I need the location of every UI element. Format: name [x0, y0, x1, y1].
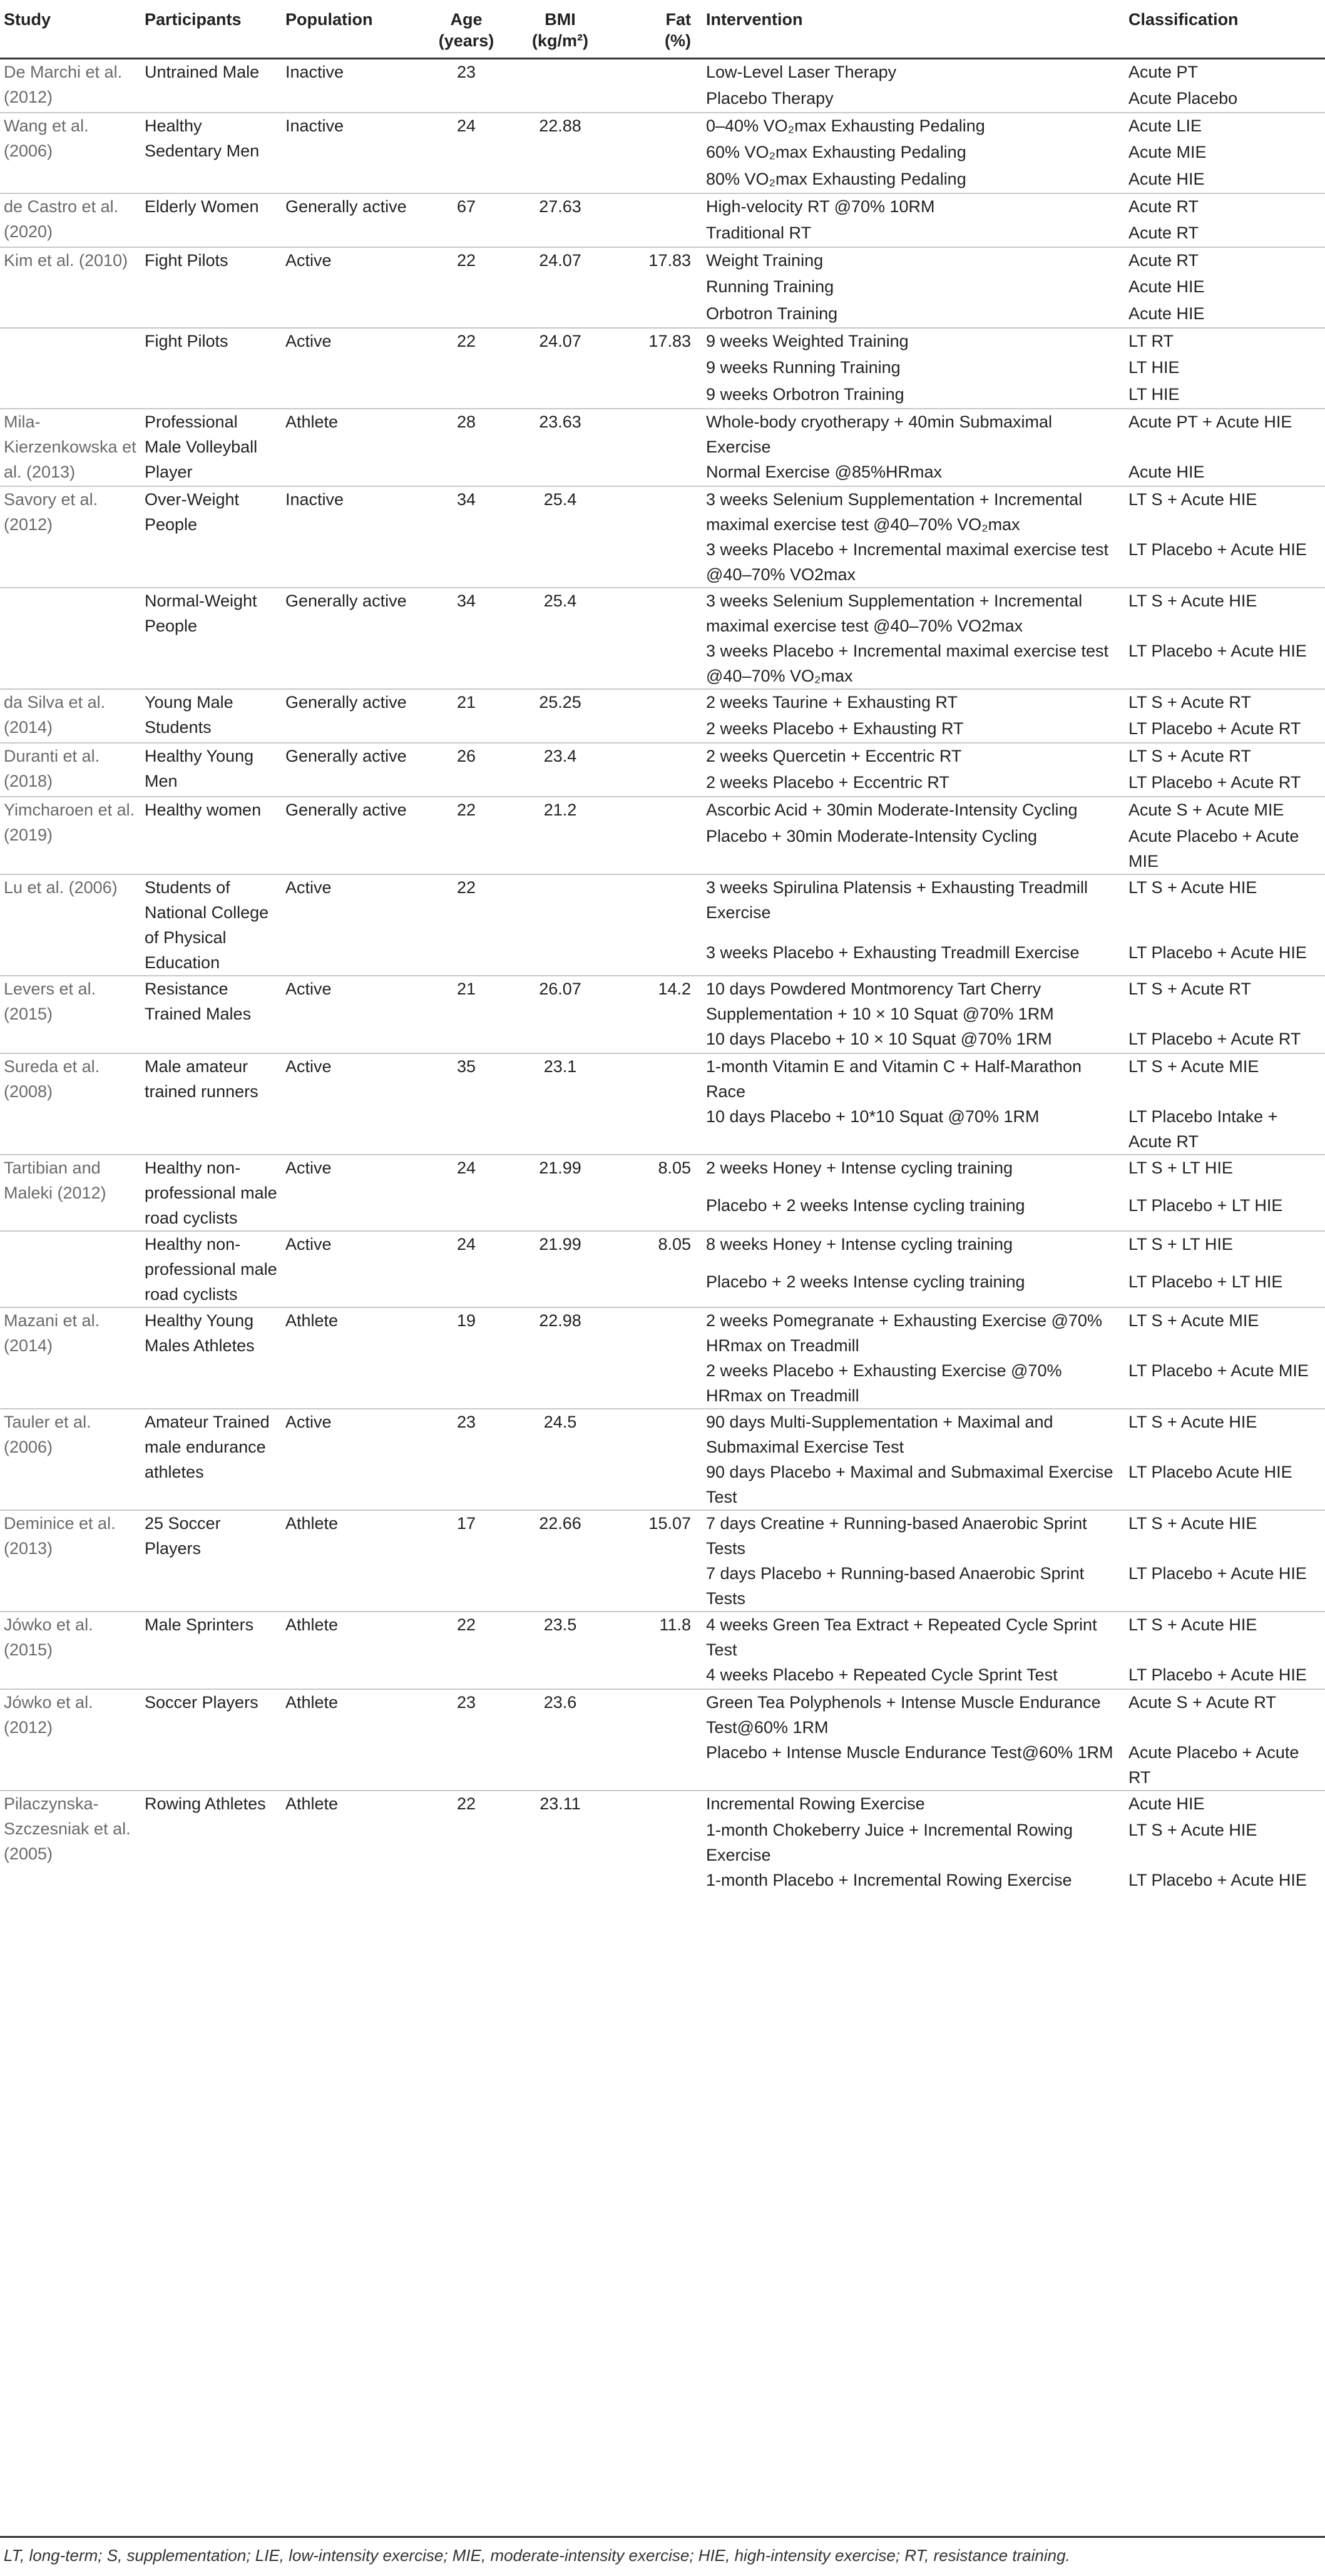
- cell-fat: [613, 59, 702, 113]
- cell-population: Athlete: [285, 1311, 339, 1330]
- cell-intervention: Green Tea Polyphenols + Intense Muscle Endurance Test@60% 1RM: [706, 1692, 1101, 1737]
- col-header-intervention: Intervention: [706, 10, 803, 29]
- cell-classification: LT Placebo Acute HIE: [1128, 1462, 1292, 1481]
- cell-classification: Acute RT: [1128, 250, 1199, 270]
- cell-participants: Healthy Sedentary Men: [145, 116, 260, 160]
- table-footnote: LT, long-term; S, supplementation; LIE, low-intensity exercise; MIE, moderate-intensity exercise; HIE, high-intensity exercise; RT, resistance training.: [4, 2546, 1070, 2565]
- cell-population: Generally active: [285, 692, 407, 712]
- cell-study: Levers et al. (2015): [4, 979, 96, 1023]
- cell-age: 21: [456, 692, 476, 712]
- cell-intervention: 9 weeks Weighted Training: [706, 331, 909, 350]
- cell-bmi: 22.88: [539, 116, 581, 135]
- cell-intervention: 0–40% VO₂max Exhausting Pedaling: [706, 116, 985, 135]
- cell-study: Yimcharoen et al. (2019): [4, 800, 135, 844]
- cell-fat: [613, 689, 702, 743]
- table-body: [0, 59, 1325, 1894]
- cell-study: Wang et al. (2006): [4, 116, 89, 160]
- cell-classification: LT Placebo + Acute HIE: [1128, 943, 1307, 963]
- cell-age: 22: [456, 331, 476, 350]
- cell-classification: LT S + LT HIE: [1128, 1158, 1233, 1177]
- cell-fat: [613, 409, 702, 486]
- cell-classification: LT Placebo + Acute HIE: [1128, 641, 1307, 660]
- cell-participants: Untrained Male: [145, 63, 260, 81]
- cell-study: Mila-Kierzenkowska et al. (2013): [4, 412, 136, 481]
- table-row: [0, 1409, 1325, 1459]
- cell-classification: Acute PT + Acute HIE: [1128, 412, 1292, 431]
- cell-classification: LT Placebo + Acute HIE: [1128, 1563, 1307, 1583]
- cell-bmi: [507, 874, 613, 976]
- cell-fat: [613, 193, 702, 247]
- table-row: [0, 247, 1325, 274]
- table-row: [0, 689, 1325, 716]
- table-row: [0, 1689, 1325, 1740]
- cell-bmi: 24.5: [543, 1412, 577, 1431]
- cell-fat: 8.05: [658, 1234, 691, 1254]
- col-header-age: Age (years): [438, 10, 494, 50]
- table-row: [0, 1612, 1325, 1662]
- cell-classification: Acute HIE: [1128, 277, 1205, 296]
- table-bottom-rule: [0, 2536, 1325, 2538]
- cell-intervention: 3 weeks Placebo + Incremental maximal exercise test @40–70% VO₂max: [706, 641, 1109, 685]
- cell-age: 23: [456, 1412, 476, 1431]
- cell-fat: [613, 1689, 702, 1791]
- cell-classification: LT Placebo + Acute HIE: [1128, 1665, 1307, 1684]
- cell-intervention: 3 weeks Placebo + Incremental maximal exercise test @40–70% VO2max: [706, 539, 1109, 584]
- cell-classification: LT S + Acute RT: [1128, 692, 1251, 712]
- cell-age: 22: [456, 1615, 476, 1634]
- cell-population: Active: [285, 250, 332, 270]
- cell-study: Sureda et al. (2008): [4, 1056, 100, 1101]
- cell-participants: 25 Soccer Players: [145, 1513, 221, 1558]
- cell-participants: Students of National College of Physical Education: [145, 877, 269, 972]
- cell-fat: [613, 874, 702, 976]
- cell-intervention: 8 weeks Honey + Intense cycling training: [706, 1234, 1013, 1254]
- cell-study: Duranti et al. (2018): [4, 746, 100, 790]
- cell-classification: LT Placebo + Acute RT: [1128, 718, 1301, 738]
- cell-classification: LT S + Acute HIE: [1128, 591, 1257, 610]
- cell-participants: Fight Pilots: [145, 250, 228, 270]
- cell-intervention: Placebo + 2 weeks Intense cycling training: [706, 1272, 1025, 1291]
- table-row: [0, 1155, 1325, 1193]
- cell-age: 19: [456, 1311, 476, 1330]
- cell-participants: Soccer Players: [145, 1692, 258, 1712]
- cell-fat: [613, 486, 702, 588]
- cell-study: Deminice et al. (2013): [4, 1513, 116, 1558]
- cell-population: Athlete: [285, 412, 339, 431]
- cell-classification: LT HIE: [1128, 357, 1180, 377]
- cell-fat: [613, 113, 702, 193]
- cell-intervention: 3 weeks Selenium Supplementation + Incremental maximal exercise test @40–70% VO₂max: [706, 489, 1083, 534]
- cell-intervention: 1-month Placebo + Incremental Rowing Exercise: [706, 1870, 1072, 1889]
- cell-population: Athlete: [285, 1615, 339, 1634]
- col-header-classification: Classification: [1128, 10, 1239, 29]
- cell-fat: [613, 1409, 702, 1510]
- cell-fat: 17.83: [648, 331, 691, 350]
- cell-study: de Castro et al. (2020): [4, 197, 119, 241]
- cell-intervention: 7 days Creatine + Running-based Anaerobic Sprint Tests: [706, 1513, 1087, 1558]
- table-row: [0, 743, 1325, 770]
- cell-bmi: 26.07: [539, 979, 581, 998]
- cell-intervention: 2 weeks Taurine + Exhausting RT: [706, 692, 958, 712]
- cell-bmi: 21.2: [543, 800, 577, 819]
- cell-participants: Healthy non-professional male road cyclists: [145, 1158, 277, 1227]
- table-row: [0, 588, 1325, 638]
- cell-study: da Silva et al. (2014): [4, 692, 106, 737]
- cell-fat: 17.83: [648, 250, 691, 270]
- cell-intervention: 10 days Placebo + 10*10 Squat @70% 1RM: [706, 1107, 1040, 1126]
- cell-bmi: 23.1: [543, 1056, 577, 1076]
- cell-age: 24: [456, 1158, 476, 1177]
- cell-classification: LT Placebo + Acute HIE: [1128, 1870, 1307, 1889]
- cell-intervention: Orbotron Training: [706, 304, 838, 323]
- cell-participants: Fight Pilots: [145, 331, 228, 350]
- cell-bmi: 23.5: [543, 1615, 577, 1634]
- cell-age: 28: [456, 412, 476, 431]
- cell-age: 35: [456, 1056, 476, 1076]
- cell-intervention: Placebo + Intense Muscle Endurance Test@60% 1RM: [706, 1742, 1113, 1762]
- cell-age: 24: [456, 116, 476, 135]
- cell-intervention: Running Training: [706, 277, 834, 296]
- cell-fat: [613, 797, 702, 874]
- cell-intervention: 10 days Placebo + 10 × 10 Squat @70% 1RM: [706, 1029, 1052, 1048]
- cell-participants: Rowing Athletes: [145, 1794, 266, 1813]
- cell-classification: LT S + Acute HIE: [1128, 1513, 1257, 1533]
- cell-fat: [613, 588, 702, 689]
- cell-population: Active: [285, 1158, 332, 1177]
- cell-bmi: 23.4: [543, 746, 577, 765]
- cell-participants: Male amateur trained runners: [145, 1056, 258, 1101]
- cell-intervention: Placebo Therapy: [706, 88, 834, 108]
- cell-participants: Resistance Trained Males: [145, 979, 252, 1023]
- cell-study: [0, 588, 141, 689]
- cell-participants: Male Sprinters: [145, 1615, 254, 1634]
- cell-population: Inactive: [285, 63, 344, 81]
- cell-age: 17: [456, 1513, 476, 1533]
- cell-intervention: 7 days Placebo + Running-based Anaerobic Sprint Tests: [706, 1563, 1085, 1608]
- cell-intervention: Normal Exercise @85%HRmax: [706, 462, 942, 481]
- cell-classification: Acute HIE: [1128, 304, 1205, 323]
- cell-classification: Acute S + Acute MIE: [1128, 800, 1284, 819]
- table-row: [0, 113, 1325, 140]
- cell-intervention: 10 days Powdered Montmorency Tart Cherry Supplementation + 10 × 10 Squat @70% 1RM: [706, 979, 1054, 1023]
- cell-classification: LT S + Acute MIE: [1128, 1311, 1259, 1330]
- cell-population: Athlete: [285, 1692, 339, 1712]
- cell-bmi: 23.63: [539, 412, 581, 431]
- cell-fat: 14.2: [658, 979, 691, 998]
- cell-participants: Healthy Young Men: [145, 746, 254, 790]
- cell-participants: Amateur Trained male endurance athletes: [145, 1412, 270, 1481]
- cell-bmi: 22.98: [539, 1311, 581, 1330]
- table-row: [0, 1307, 1325, 1358]
- cell-intervention: 1-month Vitamin E and Vitamin C + Half-Marathon Race: [706, 1056, 1082, 1101]
- cell-age: 26: [456, 746, 476, 765]
- cell-intervention: High-velocity RT @70% 10RM: [706, 197, 935, 216]
- cell-classification: LT Placebo Intake + Acute RT: [1128, 1107, 1278, 1151]
- cell-intervention: 2 weeks Quercetin + Eccentric RT: [706, 746, 962, 765]
- cell-classification: Acute HIE: [1128, 462, 1205, 481]
- cell-classification: Acute Placebo + Acute MIE: [1128, 826, 1299, 871]
- cell-intervention: Traditional RT: [706, 223, 812, 242]
- cell-intervention: 2 weeks Placebo + Exhausting RT: [706, 718, 964, 738]
- cell-classification: LT Placebo + Acute HIE: [1128, 539, 1307, 559]
- cell-intervention: Whole-body cryotherapy + 40min Submaximal Exercise: [706, 412, 1052, 456]
- table-row: [0, 1231, 1325, 1269]
- cell-fat: [613, 1053, 702, 1155]
- cell-intervention: 9 weeks Running Training: [706, 357, 901, 377]
- cell-age: 22: [456, 1794, 476, 1813]
- cell-participants: Healthy non-professional male road cyclists: [145, 1234, 277, 1304]
- cell-bmi: 25.4: [543, 591, 577, 610]
- cell-bmi: 22.66: [539, 1513, 581, 1533]
- cell-population: Generally active: [285, 197, 407, 216]
- cell-intervention: 3 weeks Selenium Supplementation + Incremental maximal exercise test @40–70% VO2max: [706, 591, 1083, 635]
- cell-participants: Young Male Students: [145, 692, 233, 737]
- cell-age: 22: [456, 877, 476, 897]
- cell-age: 67: [456, 197, 476, 216]
- cell-intervention: Ascorbic Acid + 30min Moderate-Intensity Cycling: [706, 800, 1078, 819]
- table-row: [0, 1053, 1325, 1104]
- cell-study: Lu et al. (2006): [4, 877, 118, 897]
- cell-participants: Normal-Weight People: [145, 591, 257, 635]
- cell-classification: LT S + Acute HIE: [1128, 1820, 1257, 1839]
- cell-fat: 8.05: [658, 1158, 691, 1177]
- cell-age: 34: [456, 591, 476, 610]
- cell-classification: LT Placebo + Acute RT: [1128, 772, 1301, 792]
- cell-classification: LT S + Acute MIE: [1128, 1056, 1259, 1076]
- cell-fat: [613, 1791, 702, 1894]
- cell-age: 21: [456, 979, 476, 998]
- cell-intervention: 2 weeks Placebo + Eccentric RT: [706, 772, 949, 792]
- cell-classification: LT S + LT HIE: [1128, 1234, 1233, 1254]
- cell-study: Savory et al. (2012): [4, 489, 98, 534]
- cell-bmi: 21.99: [539, 1158, 581, 1177]
- cell-population: Inactive: [285, 116, 344, 135]
- cell-bmi: [507, 59, 613, 113]
- cell-study: Pilaczynska-Szczesniak et al. (2005): [4, 1794, 131, 1863]
- cell-bmi: 23.6: [543, 1692, 577, 1712]
- cell-population: Active: [285, 1412, 332, 1431]
- cell-fat: 11.8: [659, 1615, 691, 1634]
- cell-study: Tauler et al. (2006): [4, 1412, 91, 1456]
- cell-classification: Acute LIE: [1128, 116, 1202, 135]
- cell-participants: Elderly Women: [145, 197, 259, 216]
- cell-age: 22: [456, 250, 476, 270]
- cell-intervention: 4 weeks Green Tea Extract + Repeated Cycle Sprint Test: [706, 1615, 1097, 1659]
- cell-population: Active: [285, 1056, 332, 1076]
- cell-population: Generally active: [285, 591, 407, 610]
- cell-intervention: 9 weeks Orbotron Training: [706, 384, 904, 404]
- table-row: [0, 193, 1325, 220]
- col-header-bmi: BMI (kg/m²): [532, 10, 588, 50]
- cell-classification: LT S + Acute HIE: [1128, 1412, 1257, 1431]
- table-row: [0, 328, 1325, 355]
- cell-population: Athlete: [285, 1794, 339, 1813]
- col-header-fat: Fat (%): [665, 10, 691, 50]
- cell-bmi: 21.99: [539, 1234, 581, 1254]
- cell-classification: LT S + Acute RT: [1128, 979, 1251, 998]
- cell-bmi: 25.4: [543, 489, 577, 509]
- col-header-study: Study: [4, 10, 51, 29]
- cell-study: [0, 1231, 141, 1307]
- cell-population: Generally active: [285, 800, 407, 819]
- cell-classification: Acute RT: [1128, 197, 1199, 216]
- cell-classification: LT Placebo + LT HIE: [1128, 1195, 1283, 1215]
- cell-classification: LT Placebo + Acute RT: [1128, 1029, 1301, 1048]
- cell-fat: [613, 743, 702, 797]
- cell-classification: LT Placebo + Acute MIE: [1128, 1361, 1309, 1380]
- cell-intervention: 2 weeks Honey + Intense cycling training: [706, 1158, 1013, 1177]
- cell-bmi: 24.07: [539, 250, 581, 270]
- cell-age: 24: [456, 1234, 476, 1254]
- cell-classification: Acute S + Acute RT: [1128, 1692, 1276, 1712]
- header-row: [0, 0, 1325, 59]
- cell-intervention: Placebo + 30min Moderate-Intensity Cycling: [706, 826, 1038, 846]
- cell-intervention: 2 weeks Pomegranate + Exhausting Exercise @70% HRmax on Treadmill: [706, 1311, 1102, 1355]
- cell-study: Kim et al. (2010): [4, 250, 128, 270]
- cell-intervention: Weight Training: [706, 250, 824, 270]
- cell-participants: Healthy women: [145, 800, 262, 819]
- table-row: [0, 486, 1325, 537]
- cell-bmi: 27.63: [539, 197, 581, 216]
- cell-intervention: 1-month Chokeberry Juice + Incremental Rowing Exercise: [706, 1820, 1073, 1864]
- table-row: [0, 797, 1325, 824]
- cell-study: [0, 328, 141, 409]
- cell-age: 34: [456, 489, 476, 509]
- cell-intervention: 4 weeks Placebo + Repeated Cycle Sprint Test: [706, 1665, 1058, 1684]
- cell-age: 23: [456, 1692, 476, 1712]
- table-row: [0, 1791, 1325, 1817]
- cell-classification: Acute MIE: [1128, 142, 1207, 161]
- table-row: [0, 59, 1325, 86]
- cell-classification: Acute Placebo + Acute RT: [1128, 1742, 1299, 1787]
- cell-intervention: Placebo + 2 weeks Intense cycling training: [706, 1195, 1025, 1215]
- table-row: [0, 976, 1325, 1026]
- cell-population: Inactive: [285, 489, 344, 509]
- col-header-population: Population: [285, 10, 373, 29]
- cell-population: Generally active: [285, 746, 407, 765]
- cell-population: Active: [285, 877, 332, 897]
- cell-intervention: 60% VO₂max Exhausting Pedaling: [706, 142, 966, 161]
- cell-fat: [613, 1307, 702, 1409]
- cell-intervention: Incremental Rowing Exercise: [706, 1794, 925, 1813]
- cell-participants: Over-Weight People: [145, 489, 240, 534]
- cell-classification: Acute PT: [1128, 63, 1199, 81]
- cell-population: Athlete: [285, 1513, 339, 1533]
- cell-intervention: 90 days Placebo + Maximal and Submaximal Exercise Test: [706, 1462, 1113, 1506]
- cell-study: Jówko et al. (2012): [4, 1692, 93, 1737]
- cell-intervention: 2 weeks Placebo + Exhausting Exercise @70% HRmax on Treadmill: [706, 1361, 1062, 1405]
- cell-study: De Marchi et al. (2012): [4, 63, 123, 106]
- cell-study: Jówko et al. (2015): [4, 1615, 93, 1659]
- cell-age: 23: [456, 63, 476, 81]
- cell-study: Tartibian and Maleki (2012): [4, 1158, 106, 1202]
- cell-classification: Acute HIE: [1128, 169, 1205, 188]
- cell-classification: LT RT: [1128, 331, 1174, 350]
- cell-intervention: 3 weeks Spirulina Platensis + Exhausting Treadmill Exercise: [706, 877, 1088, 922]
- cell-intervention: Low-Level Laser Therapy: [706, 63, 897, 81]
- cell-classification: LT S + Acute RT: [1128, 746, 1251, 765]
- table-row: [0, 1510, 1325, 1561]
- cell-participants: Healthy Young Males Athletes: [145, 1311, 255, 1355]
- col-header-participants: Participants: [145, 10, 242, 29]
- cell-population: Active: [285, 1234, 332, 1254]
- table-row: [0, 874, 1325, 941]
- cell-intervention: 90 days Multi-Supplementation + Maximal and Submaximal Exercise Test: [706, 1412, 1053, 1456]
- cell-bmi: 25.25: [539, 692, 581, 712]
- cell-population: Active: [285, 979, 332, 998]
- cell-fat: 15.07: [648, 1513, 691, 1533]
- cell-classification: Acute Placebo: [1128, 88, 1238, 108]
- cell-bmi: 23.11: [540, 1794, 581, 1813]
- cell-classification: LT S + Acute HIE: [1128, 877, 1257, 897]
- table-row: [0, 409, 1325, 459]
- cell-age: 22: [456, 800, 476, 819]
- cell-study: Mazani et al. (2014): [4, 1311, 100, 1355]
- cell-bmi: 24.07: [539, 331, 581, 350]
- cell-classification: LT S + Acute HIE: [1128, 1615, 1257, 1634]
- cell-classification: LT Placebo + LT HIE: [1128, 1272, 1283, 1291]
- cell-classification: LT S + Acute HIE: [1128, 489, 1257, 509]
- cell-intervention: 80% VO₂max Exhausting Pedaling: [706, 169, 966, 188]
- cell-classification: Acute RT: [1128, 223, 1199, 242]
- cell-intervention: 3 weeks Placebo + Exhausting Treadmill Exercise: [706, 943, 1080, 963]
- cell-population: Active: [285, 331, 332, 350]
- cell-classification: LT HIE: [1128, 384, 1180, 404]
- cell-classification: Acute HIE: [1128, 1794, 1205, 1813]
- cell-participants: Professional Male Volleyball Player: [145, 412, 258, 481]
